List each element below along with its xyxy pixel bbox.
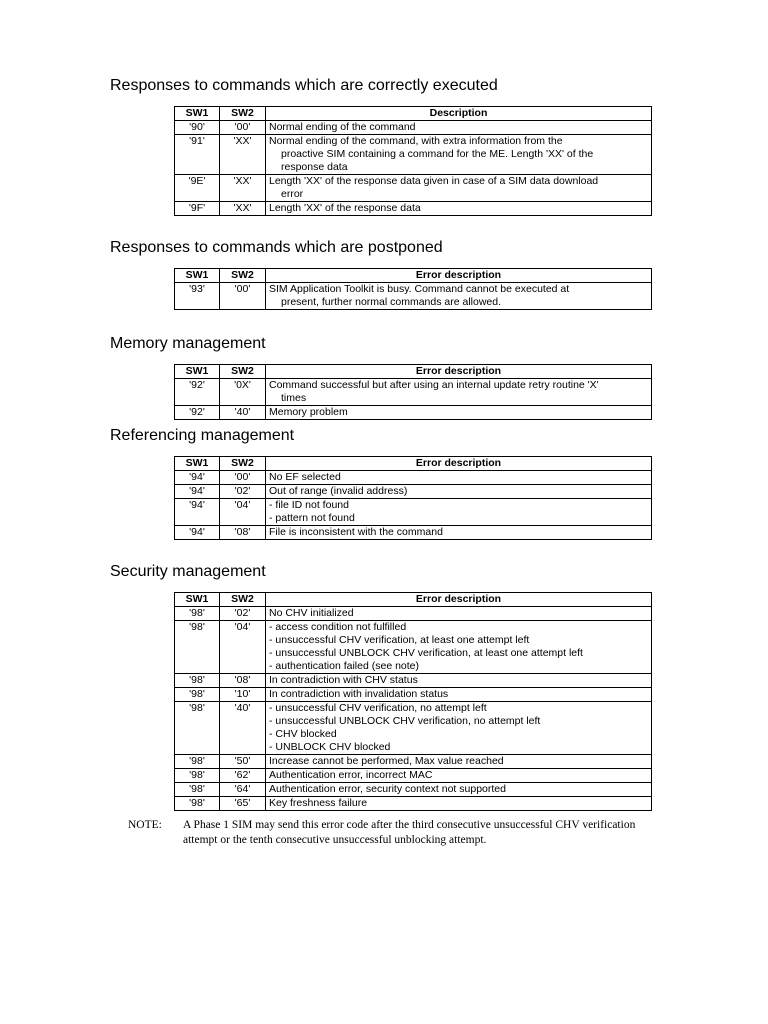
table-row — [175, 406, 652, 420]
description-line: Authentication error, security context not supported — [269, 783, 506, 795]
sw2-cell: '08' — [220, 526, 266, 540]
status-table-postponed — [174, 268, 652, 310]
description-cell — [266, 471, 652, 485]
table-body — [175, 121, 652, 216]
description-line: Increase cannot be performed, Max value reached — [269, 755, 504, 767]
table-row — [175, 471, 652, 485]
description-cell — [266, 783, 652, 797]
note-label: NOTE: — [128, 819, 162, 831]
sw2-cell: '40' — [220, 702, 266, 755]
description-line: - CHV blocked — [269, 728, 337, 740]
description-cell — [266, 175, 652, 202]
description-cell — [266, 755, 652, 769]
sw2-header: SW2 — [220, 269, 266, 283]
sw2-header: SW2 — [220, 593, 266, 607]
description-line: times — [281, 392, 307, 404]
description-line: - unsuccessful UNBLOCK CHV verification, at least one attempt left — [269, 647, 583, 659]
sw2-header: SW2 — [220, 457, 266, 471]
sw1-cell: '98' — [175, 674, 220, 688]
description-line: present, further normal commands are allowed. — [281, 296, 502, 308]
table-row — [175, 135, 652, 175]
sw2-cell: '04' — [220, 499, 266, 526]
description-cell — [266, 135, 652, 175]
sw2-header: SW2 — [220, 365, 266, 379]
sw1-cell: '98' — [175, 702, 220, 755]
description-cell — [266, 121, 652, 135]
table-header-row — [175, 457, 652, 471]
section-title: Security management — [110, 563, 266, 580]
description-cell — [266, 485, 652, 499]
sw1-cell: '92' — [175, 379, 220, 406]
sw1-cell: '90' — [175, 121, 220, 135]
sw2-cell: '65' — [220, 797, 266, 811]
sw1-cell: '91' — [175, 135, 220, 175]
table-row — [175, 688, 652, 702]
note-line: attempt or the tenth consecutive unsuccessful unblocking attempt. — [183, 834, 487, 846]
table-row — [175, 283, 652, 310]
table-row — [175, 202, 652, 216]
description-line: Authentication error, incorrect MAC — [269, 769, 433, 781]
description-cell — [266, 769, 652, 783]
section-title: Responses to commands which are postponed — [110, 239, 443, 256]
sw1-cell: '98' — [175, 769, 220, 783]
sw2-cell: 'XX' — [220, 202, 266, 216]
section-title: Responses to commands which are correctly executed — [110, 77, 498, 94]
description-cell — [266, 702, 652, 755]
description-cell — [266, 202, 652, 216]
description-cell — [266, 607, 652, 621]
description-line: - UNBLOCK CHV blocked — [269, 741, 391, 753]
table-header-row — [175, 107, 652, 121]
status-table-referencing — [174, 456, 652, 540]
description-line: proactive SIM containing a command for the ME. Length 'XX' of the — [281, 148, 594, 160]
table-body — [175, 607, 652, 811]
table-row — [175, 702, 652, 755]
sw2-cell: '04' — [220, 621, 266, 674]
sw1-cell: '94' — [175, 485, 220, 499]
description-header: Error description — [266, 365, 652, 379]
table-header-row — [175, 365, 652, 379]
description-line: - authentication failed (see note) — [269, 660, 420, 672]
description-line: In contradiction with invalidation status — [269, 688, 449, 700]
table-row — [175, 783, 652, 797]
sw1-cell: '94' — [175, 526, 220, 540]
description-line: Normal ending of the command — [269, 121, 416, 133]
description-line: Memory problem — [269, 406, 348, 418]
description-line: SIM Application Toolkit is busy. Command cannot be executed at — [269, 283, 570, 295]
sw1-cell: '98' — [175, 755, 220, 769]
sw2-cell: '40' — [220, 406, 266, 420]
table-row — [175, 121, 652, 135]
sw2-header: SW2 — [220, 107, 266, 121]
table-body — [175, 379, 652, 420]
description-line: error — [281, 188, 304, 200]
table-row — [175, 755, 652, 769]
sw1-cell: '98' — [175, 621, 220, 674]
status-table-security — [174, 592, 652, 811]
sw2-cell: '00' — [220, 471, 266, 485]
sw2-cell: '02' — [220, 607, 266, 621]
table-row — [175, 526, 652, 540]
description-header: Error description — [266, 269, 652, 283]
description-cell — [266, 406, 652, 420]
table-row — [175, 175, 652, 202]
sw1-header: SW1 — [175, 457, 220, 471]
section-title: Referencing management — [110, 427, 295, 444]
sw2-cell: '08' — [220, 674, 266, 688]
table-row — [175, 797, 652, 811]
sw1-header: SW1 — [175, 593, 220, 607]
sw2-cell: '50' — [220, 755, 266, 769]
description-line: Key freshness failure — [269, 797, 368, 809]
description-line: Command successful but after using an internal update retry routine 'X' — [269, 379, 599, 391]
description-cell — [266, 379, 652, 406]
sw2-cell: '00' — [220, 283, 266, 310]
description-line: - access condition not fulfilled — [269, 621, 407, 633]
description-line: response data — [281, 161, 348, 173]
description-line: File is inconsistent with the command — [269, 526, 443, 538]
table-header-row — [175, 593, 652, 607]
sw1-header: SW1 — [175, 269, 220, 283]
table-row — [175, 769, 652, 783]
description-line: In contradiction with CHV status — [269, 674, 418, 686]
sw1-header: SW1 — [175, 107, 220, 121]
sw2-cell: '0X' — [220, 379, 266, 406]
table-row — [175, 621, 652, 674]
description-line: - pattern not found — [269, 512, 355, 524]
description-cell — [266, 797, 652, 811]
description-header: Description — [266, 107, 652, 121]
table-row — [175, 607, 652, 621]
sw1-cell: '94' — [175, 499, 220, 526]
note-line: A Phase 1 SIM may send this error code after the third consecutive unsuccessful CHV verification — [183, 819, 636, 831]
sw1-cell: '92' — [175, 406, 220, 420]
sw1-cell: '9F' — [175, 202, 220, 216]
sw2-cell: 'XX' — [220, 135, 266, 175]
note-text — [183, 818, 703, 848]
description-cell — [266, 283, 652, 310]
description-cell — [266, 621, 652, 674]
sw1-cell: '93' — [175, 283, 220, 310]
description-line: Length 'XX' of the response data given in case of a SIM data download — [269, 175, 599, 187]
table-row — [175, 674, 652, 688]
description-line: - file ID not found — [269, 499, 349, 511]
description-cell — [266, 674, 652, 688]
sw1-cell: '98' — [175, 688, 220, 702]
table-row — [175, 499, 652, 526]
description-header: Error description — [266, 457, 652, 471]
description-header: Error description — [266, 593, 652, 607]
description-line: Out of range (invalid address) — [269, 485, 408, 497]
description-line: Normal ending of the command, with extra information from the — [269, 135, 563, 147]
description-cell — [266, 526, 652, 540]
description-cell — [266, 499, 652, 526]
description-line: No EF selected — [269, 471, 341, 483]
sw2-cell: '10' — [220, 688, 266, 702]
sw2-cell: '62' — [220, 769, 266, 783]
description-line: - unsuccessful CHV verification, no attempt left — [269, 702, 487, 714]
table-header-row — [175, 269, 652, 283]
sw1-cell: '98' — [175, 783, 220, 797]
description-line: - unsuccessful UNBLOCK CHV verification, no attempt left — [269, 715, 541, 727]
description-line: No CHV initialized — [269, 607, 354, 619]
sw1-cell: '98' — [175, 607, 220, 621]
section-title: Memory management — [110, 335, 266, 352]
table-row — [175, 485, 652, 499]
sw1-cell: '94' — [175, 471, 220, 485]
sw2-cell: '64' — [220, 783, 266, 797]
sw2-cell: 'XX' — [220, 175, 266, 202]
description-line: Length 'XX' of the response data — [269, 202, 421, 214]
sw1-cell: '9E' — [175, 175, 220, 202]
description-cell — [266, 688, 652, 702]
sw2-cell: '02' — [220, 485, 266, 499]
sw1-header: SW1 — [175, 365, 220, 379]
sw1-cell: '98' — [175, 797, 220, 811]
status-table-executed — [174, 106, 652, 216]
table-body — [175, 283, 652, 310]
status-table-memory — [174, 364, 652, 420]
table-body — [175, 471, 652, 540]
sw2-cell: '00' — [220, 121, 266, 135]
table-row — [175, 379, 652, 406]
description-line: - unsuccessful CHV verification, at least one attempt left — [269, 634, 530, 646]
